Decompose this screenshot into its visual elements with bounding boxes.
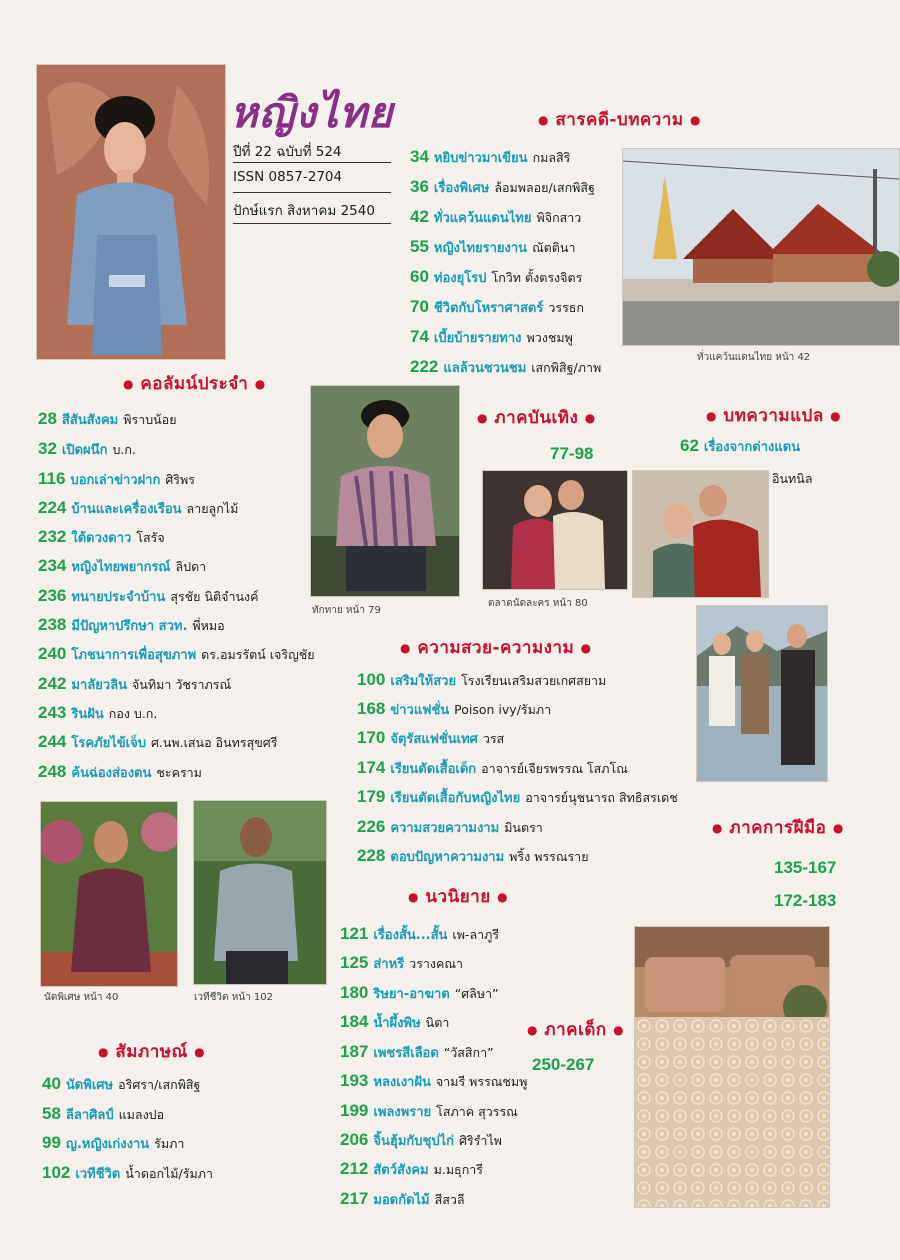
entry-author: Poison ivy/รัมภา xyxy=(454,702,552,717)
entry-author: ลายลูกไม้ xyxy=(186,501,239,516)
section-label: สารคดี-บทความ xyxy=(555,110,684,130)
page-number: 187 xyxy=(340,1042,369,1061)
crafts-page-range[interactable]: 172-183 xyxy=(774,891,837,910)
entry-author: “ศลิษา” xyxy=(454,986,499,1001)
section-novels-heading xyxy=(408,883,508,910)
entry-title: ท่องยุโรป xyxy=(433,271,487,286)
page-number: 74 xyxy=(410,327,429,346)
entry-author: สีสวลี xyxy=(434,1192,465,1207)
young-man-caption: ทักทาย หน้า 79 xyxy=(312,605,381,616)
page-number: 32 xyxy=(38,439,57,458)
entry-author: อาจารย์เจียรพรรณ โสภโณ xyxy=(481,761,628,776)
couple-red-photo xyxy=(632,470,769,598)
section-translated-heading xyxy=(706,402,841,429)
entry-title: เปิดผนึก xyxy=(61,443,108,458)
page-number: 168 xyxy=(357,699,386,718)
entertainment-page-range[interactable]: 77-98 xyxy=(550,444,594,463)
page-number: 170 xyxy=(357,728,386,747)
entry-author: บ.ก. xyxy=(112,442,136,457)
bullet-icon: ● xyxy=(712,821,723,835)
entry-author: แมลงปอ xyxy=(118,1107,165,1122)
divider xyxy=(233,192,391,193)
edition-date: ปักษ์แรก สิงหาคม 2540 xyxy=(233,203,375,219)
toc-entry[interactable] xyxy=(410,358,601,378)
page-number: 242 xyxy=(38,674,67,693)
entry-title: รินฝัน xyxy=(71,707,104,722)
entry-title: เวทีชีวิต xyxy=(75,1167,121,1182)
toc-entry[interactable] xyxy=(357,759,628,779)
section-interviews-heading xyxy=(98,1038,205,1065)
toc-entry[interactable] xyxy=(38,733,277,753)
toc-entry[interactable] xyxy=(410,238,575,258)
page-number: 224 xyxy=(38,498,67,517)
toc-entry[interactable] xyxy=(38,470,195,490)
page-number: 228 xyxy=(357,846,386,865)
section-label: ภาคการฝีมือ xyxy=(729,818,827,838)
section-kids-heading xyxy=(527,1016,624,1043)
entry-title: สีสันสังคม xyxy=(61,413,119,428)
bullet-icon: ● xyxy=(400,641,411,655)
section-label: บทความแปล xyxy=(723,406,824,426)
temple-photo xyxy=(622,148,900,346)
toc-entry[interactable] xyxy=(340,1160,483,1180)
page-number: 70 xyxy=(410,297,429,316)
toc-entry[interactable] xyxy=(38,528,165,548)
toc-entry[interactable] xyxy=(38,587,258,607)
entry-author: วรางคณา xyxy=(409,956,464,971)
entry-title: เรื่องพิเศษ xyxy=(433,181,490,196)
section-label: สัมภาษณ์ xyxy=(115,1042,188,1062)
entry-author: น้ำดอกไม้/รัมภา xyxy=(125,1166,213,1181)
entry-author: ม.มธุการี xyxy=(433,1162,483,1177)
entry-title: ส่าหรี xyxy=(373,957,405,972)
issn: ISSN 0857-2704 xyxy=(233,169,343,185)
section-label: นวนิยาย xyxy=(425,887,491,907)
section-beauty-heading xyxy=(400,634,592,661)
toc-entry[interactable] xyxy=(410,208,581,228)
young-man-photo xyxy=(310,385,460,597)
bullet-icon: ● xyxy=(538,113,549,127)
page-number: 125 xyxy=(340,953,369,972)
page-number: 174 xyxy=(357,758,386,777)
entry-title: เพชรสีเลือด xyxy=(373,1046,439,1061)
toc-entry[interactable] xyxy=(357,818,543,838)
entry-title: เรียนตัดเสื้อกับหญิงไทย xyxy=(390,791,521,806)
page-number: 238 xyxy=(38,615,67,634)
bullet-icon: ● xyxy=(477,411,488,425)
entry-author: ล้อมพลอย/เสกพิสิฐ xyxy=(494,180,595,195)
toc-entry[interactable] xyxy=(42,1105,164,1125)
entry-author: พิจิกสาว xyxy=(536,210,582,225)
entry-title: ความสวยความงาม xyxy=(390,821,500,836)
entry-title: บอกเล่าข่าวฝาก xyxy=(70,473,161,488)
entry-author: ศิริพร xyxy=(165,472,195,487)
page-number: 100 xyxy=(357,670,386,689)
toc-entry[interactable] xyxy=(357,788,678,808)
bullet-icon: ● xyxy=(194,1045,206,1059)
entry-title: ใต้ดวงดาว xyxy=(71,531,132,546)
entry-author: ดร.อมรรัตน์ เจริญชัย xyxy=(201,647,315,662)
toc-entry[interactable] xyxy=(42,1075,200,1095)
toc-entry[interactable] xyxy=(340,1102,518,1122)
page-number: 28 xyxy=(38,409,57,428)
bullet-icon: ● xyxy=(123,377,134,391)
entry-title: เรียนตัดเสื้อเด็ก xyxy=(390,762,477,777)
entry-title: ค้นฉ่องส่องตน xyxy=(71,766,152,781)
entry-title: สัตว์สังคม xyxy=(373,1163,429,1178)
toc-entry[interactable] xyxy=(410,328,573,348)
toc-entry[interactable] xyxy=(38,616,225,636)
toc-entry[interactable] xyxy=(340,925,499,945)
toc-entry[interactable] xyxy=(38,675,231,695)
entry-title: น้ำผึ้งพิษ xyxy=(373,1016,421,1031)
entry-title: โรคภัยไข้เจ็บ xyxy=(71,736,146,751)
entry-title: ตอบปัญหาความงาม xyxy=(390,850,505,865)
page-number: 42 xyxy=(410,207,429,226)
entry-author: โกวิท ตั้งตรงจิตร xyxy=(491,270,583,285)
toc-entry[interactable] xyxy=(410,298,584,318)
toc-entry[interactable] xyxy=(410,148,570,168)
entry-title: แลล้วนชวนชม xyxy=(443,361,527,376)
toc-entry[interactable] xyxy=(410,178,595,198)
entry-author: โรงเรียนเสริมสวยเกศสยาม xyxy=(461,673,607,688)
page-number: 184 xyxy=(340,1012,369,1031)
page-number: 62 xyxy=(680,436,699,455)
page-number: 222 xyxy=(410,357,439,376)
page-number: 116 xyxy=(38,469,66,488)
bullet-icon: ● xyxy=(527,1023,538,1037)
toc-entry[interactable] xyxy=(38,499,238,519)
bullet-icon: ● xyxy=(497,890,509,904)
page-number: 206 xyxy=(340,1130,369,1149)
entry-author: จามรี พรรณชมพู xyxy=(435,1074,528,1089)
woman-caption: นัดพิเศษ หน้า 40 xyxy=(44,992,119,1003)
entry-title: นัดพิเศษ xyxy=(65,1078,114,1093)
page-number: 240 xyxy=(38,644,67,663)
entry-title: หยิบข่าวมาเขียน xyxy=(433,151,528,166)
entry-author: พิราบน้อย xyxy=(123,412,177,427)
entry-title: หญิงไทยรายงาน xyxy=(433,241,528,256)
entry-author: พวงชมพู xyxy=(526,330,573,345)
page-number: 236 xyxy=(38,586,67,605)
entry-author: โสรัจ xyxy=(136,530,165,545)
bullet-icon: ● xyxy=(832,821,844,835)
entry-title: ข่าวแฟชั่น xyxy=(390,703,450,718)
bullet-icon: ● xyxy=(830,409,842,423)
section-entertainment-heading xyxy=(477,404,596,431)
toc-entry[interactable] xyxy=(42,1164,213,1184)
entry-title: เรื่องสั้น...สั้น xyxy=(373,928,448,943)
bullet-icon: ● xyxy=(584,411,596,425)
toc-entry[interactable] xyxy=(357,671,606,691)
entry-title: จิ้นฮุ้มกับชุปไก่ xyxy=(373,1134,454,1149)
entry-title: มอดกัดไม้ xyxy=(373,1193,430,1208)
entry-author: กมลสิริ xyxy=(532,150,571,165)
toc-entry[interactable] xyxy=(410,268,582,288)
toc-entry[interactable] xyxy=(340,1013,449,1033)
toc-entry[interactable] xyxy=(340,954,463,974)
entry-title: เบี้ยบ้ายรายทาง xyxy=(433,331,522,346)
section-label: ภาคบันเทิง xyxy=(494,408,579,428)
divider xyxy=(233,162,391,163)
entry-author: จันทิมา วัชราภรณ์ xyxy=(131,677,232,692)
divider xyxy=(233,223,391,224)
page-number: 40 xyxy=(42,1074,61,1093)
page-number: 212 xyxy=(340,1159,369,1178)
bullet-icon: ● xyxy=(690,113,701,127)
temple-caption: ทั่วแคว้นแดนไทย หน้า 42 xyxy=(697,352,811,363)
entry-title: ริษยา-อาฆาต xyxy=(373,987,450,1002)
toc-entry[interactable] xyxy=(340,1190,465,1210)
toc-entry[interactable] xyxy=(357,729,504,749)
entry-author: พี่หมอ xyxy=(192,618,225,633)
entry-title: หญิงไทยพยากรณ์ xyxy=(71,560,171,575)
page-number: 102 xyxy=(42,1163,71,1182)
translated-author xyxy=(772,470,813,489)
entry-author: ชะคราม xyxy=(156,765,202,780)
bullet-icon: ● xyxy=(580,641,592,655)
entry-author: วรรธก xyxy=(548,300,585,315)
entry-title: เพลงพราย xyxy=(373,1105,432,1120)
kids-page-range[interactable]: 250-267 xyxy=(532,1055,595,1074)
entry-author: อริศรา/เสกพิสิฐ xyxy=(118,1077,201,1092)
toc-entry[interactable] xyxy=(38,440,136,460)
crafts-page-range[interactable]: 135-167 xyxy=(774,858,837,877)
page-number: 99 xyxy=(42,1133,61,1152)
old-man-caption: เวทีชีวิต หน้า 102 xyxy=(194,992,274,1003)
page-number: 193 xyxy=(340,1071,369,1090)
entry-author: โสภาค สุวรรณ xyxy=(436,1104,518,1119)
toc-entry[interactable] xyxy=(340,1043,494,1063)
page-number: 55 xyxy=(410,237,429,256)
bullet-icon: ● xyxy=(706,409,717,423)
entry-author: อาจารย์นุชนารถ สิทธิสรเดช xyxy=(525,790,678,805)
page-number: 244 xyxy=(38,732,67,751)
issue-number: ปีที่ 22 ฉบับที่ 524 xyxy=(233,144,342,160)
page-number: 60 xyxy=(410,267,429,286)
bullet-icon: ● xyxy=(613,1023,625,1037)
bullet-icon: ● xyxy=(408,890,419,904)
toc-entry[interactable] xyxy=(38,557,206,577)
entry-title: ทั่วแคว้นแดนไทย xyxy=(433,211,532,226)
entry-author: ศ.นพ.เสนอ อินทรสุขศรี xyxy=(150,735,278,750)
entry-title: โภชนาการเพื่อสุขภาพ xyxy=(71,648,197,663)
entry-title: จัตุรัสแฟชั่นเทศ xyxy=(390,732,478,747)
entry-title: หลงเงาฝัน xyxy=(373,1075,431,1090)
entry-title: บ้านและเครื่องเรือน xyxy=(71,502,182,517)
entry-title: ลีลาศิลป์ xyxy=(65,1108,114,1123)
couple-photo xyxy=(482,470,628,590)
page-number: 234 xyxy=(38,556,67,575)
entry-author: ณัตตินา xyxy=(532,240,576,255)
toc-entry[interactable] xyxy=(38,704,157,724)
toc-entry[interactable] xyxy=(38,410,177,430)
page-number: 58 xyxy=(42,1104,61,1123)
cover-model-photo xyxy=(36,64,226,360)
page-number: 36 xyxy=(410,177,429,196)
couple-caption: ตลาดนัดละคร หน้า 80 xyxy=(488,598,588,609)
section-columns-heading xyxy=(123,370,266,397)
entry-title: ญ.หญิงเก่งงาน xyxy=(65,1137,150,1152)
page-number: 179 xyxy=(357,787,386,806)
toc-entry[interactable] xyxy=(340,1131,502,1151)
old-man-photo xyxy=(193,800,327,985)
page-number: 243 xyxy=(38,703,67,722)
page-number: 232 xyxy=(38,527,67,546)
page-number: 34 xyxy=(410,147,429,166)
page-number: 248 xyxy=(38,762,67,781)
lace-bedding-photo xyxy=(634,926,830,1208)
section-label: คอลัมน์ประจำ xyxy=(140,374,249,394)
entry-author: อินทนิล xyxy=(772,471,813,486)
section-features-heading xyxy=(538,106,701,133)
bullet-icon: ● xyxy=(254,377,266,391)
entry-author: “วัสสิกา” xyxy=(443,1045,494,1060)
entry-title: เรื่องจากต่างแดน xyxy=(703,440,801,455)
entry-author: ศิริรำไพ xyxy=(459,1133,502,1148)
toc-entry[interactable] xyxy=(42,1134,184,1154)
entry-author: กอง บ.ก. xyxy=(108,706,158,721)
entry-author: มินตรา xyxy=(504,820,543,835)
section-label: ความสวย-ความงาม xyxy=(417,638,575,658)
bullet-icon: ● xyxy=(98,1045,109,1059)
magazine-title: หญิงไทย xyxy=(230,88,394,137)
page-number: 180 xyxy=(340,983,369,1002)
toc-entry[interactable] xyxy=(38,645,315,665)
toc-entry[interactable] xyxy=(357,847,589,867)
toc-entry[interactable] xyxy=(357,700,551,720)
entry-author: เสกพิสิฐ/ภาพ xyxy=(531,360,602,375)
page-number: 226 xyxy=(357,817,386,836)
page-number: 121 xyxy=(340,924,369,943)
woman-photo xyxy=(40,801,178,987)
group-fashion-photo xyxy=(696,605,828,782)
entry-author: วรส xyxy=(482,731,505,746)
entry-author: นิตา xyxy=(425,1015,450,1030)
entry-author: สุรชัย นิติจำนงค์ xyxy=(170,589,259,604)
entry-author: รัมภา xyxy=(154,1136,185,1151)
entry-title: ทนายประจำบ้าน xyxy=(71,590,166,605)
entry-author: เพ-ลาภูรี xyxy=(452,927,500,942)
entry-author: พริ้ง พรรณราย xyxy=(509,849,589,864)
toc-entry[interactable] xyxy=(340,984,499,1004)
page-number: 217 xyxy=(340,1189,369,1208)
toc-entry[interactable] xyxy=(38,763,202,783)
section-label: ภาคเด็ก xyxy=(544,1020,607,1040)
entry-author: ลิปดา xyxy=(175,559,207,574)
section-crafts-heading xyxy=(712,814,844,841)
toc-entry[interactable] xyxy=(340,1072,527,1092)
page-number: 199 xyxy=(340,1101,369,1120)
entry-title: มีปัญหาปรึกษา สวท. xyxy=(71,619,188,634)
entry-title: ชีวิตกับโหราศาสตร์ xyxy=(433,301,544,316)
toc-entry[interactable] xyxy=(680,437,805,457)
entry-title: มาลัยวลิน xyxy=(71,678,127,693)
entry-title: เสริมให้สวย xyxy=(390,674,457,689)
